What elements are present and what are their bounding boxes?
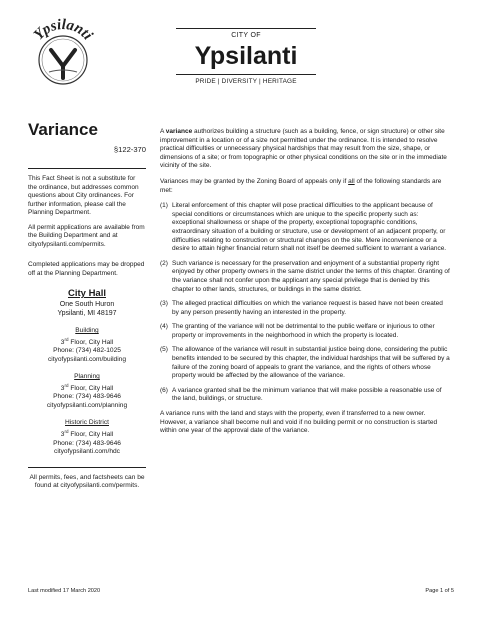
dept-name: Building [75,327,99,334]
city-hall-address2: Ypsilanti, MI 48197 [57,310,117,317]
page-number: Page 1 of 5 [425,588,454,594]
city-hall-block [28,288,146,318]
dropoff-text: Completed applications may be dropped off at the Planning Department. [28,261,145,277]
dept-planning [28,373,146,410]
emphasis-all: all [348,177,355,185]
dept-floor: 3rd Floor, City Hall [60,336,114,346]
standard-item: (5) The allowance of the variance will result in substantial justice being done, considering the public benefits intended to be secured by this chapter, the individual hardships that will be suffered by a failure of the zoning board of appeals to grant the variance, and the rights of others whose property would be affected by the allowance of the variance. [160,346,450,380]
header-top-rule [176,28,316,29]
dept-url[interactable]: cityofypsilanti.com/building [47,355,127,363]
city-logo [22,14,104,96]
standards-intro: Variances may be granted by the Zoning Board of appeals only if all of the following standards are met: [160,177,442,194]
sidebar [28,120,146,491]
dept-phone: Phone: (734) 482-1025 [53,347,121,355]
header-city-of: CITY OF [231,32,261,39]
svg-text:Ypsilanti: Ypsilanti [30,16,96,44]
standard-item: (3) The alleged practical difficulties on which the variance request is based have not been created by any person presently having an interested in the property. [160,300,443,316]
dept-url[interactable]: cityofypsilanti.com/planning [46,401,128,409]
intro-paragraph: A variance authorizes building a structure (such as a building, fence, or sign structure) or other site improvement in a location or of a size not permitted under the ordinance. It is intended to resolve practical difficulties or unnecessary physical hardships that may result from the size, shape, or dimensions of a site; or from topographic or other physical conditions on the site or in the immediate vicinity of the site. [160,128,447,170]
dept-floor: 3rd Floor, City Hall [60,382,114,392]
dept-name: Planning [74,373,100,381]
city-hall-heading: City Hall [67,288,106,299]
availability-text: All permit applications are available from the Building Department and at cityofypsilanti.com/permits. [28,223,145,248]
disclaimer-text: This Fact Sheet is not a substitute for the ordinance, but addresses common questions about City ordinances. For further information, please call the Planning Department. [28,175,139,216]
standard-item: (6) A variance granted shall be the minimum variance that will make possible a reasonable use of the land, buildings, or structure. [160,386,442,403]
dept-phone: Phone: (734) 483-9646 [53,439,121,447]
page-header [176,28,316,85]
closing-paragraph: A variance runs with the land and stays with the property, even if transferred to a new owner. However, a variance shall become null and void if no building permit or no construction is started within one year of the approval date of the variance. [160,410,438,435]
standard-item: (1) Literal enforcement of this chapter will pose practical difficulties to the applicant because of special conditions or circumstances which are unique to the specific property such as: exceptional shallowness or shape of the property, exceptional topographic conditions, extraordinary situation of a building or structure, use or development of an adjacent property, or difficulties relating to construction or structural changes on the site. Mere inconvenience or a desire to attain higher financial return shall not itself be deemed sufficient to warrant a variance. [160,202,447,253]
city-hall-address1: One South Huron [59,301,115,308]
dept-building [28,327,146,364]
permits-closing-text: All permits, fees, and factsheets can be found at cityofypsilanti.com/permits. [29,473,145,490]
dept-url[interactable]: cityofypsilanti.com/hdc [54,448,120,456]
header-bottom-rule [176,74,316,75]
dept-name: Historic District [65,419,109,427]
sidebar-divider-bottom [28,467,146,468]
dept-phone: Phone: (734) 483-9646 [53,393,121,401]
standard-item: (4) The granting of the variance will not be detrimental to the public welfare or injurious to other property or improvements in the neighborhood in which the property is located. [160,323,435,339]
page-title: Variance [28,120,98,139]
header-city-name: Ypsilanti [194,42,298,70]
sidebar-divider [28,168,146,169]
page-footer [28,588,454,594]
dept-floor: 3rd Floor, City Hall [60,428,114,439]
main-content [160,128,450,443]
city-seal-icon [22,14,104,96]
standard-item: (2) Such variance is necessary for the preservation and enjoyment of a substantial property right enjoyed by other property owners in the same district under the terms of this chapter. Granting of the variance shall not confer upon the applicant any special privilege that is denied by this chapter to other lands, structures, or buildings in the same district. [160,259,450,293]
dept-historic-district [28,419,146,456]
header-tagline: PRIDE | DIVERSITY | HERITAGE [195,78,297,85]
ordinance-code: §122-370 [113,145,146,154]
last-modified: Last modified 17 March 2020 [28,588,101,594]
term-variance: variance [165,128,193,135]
